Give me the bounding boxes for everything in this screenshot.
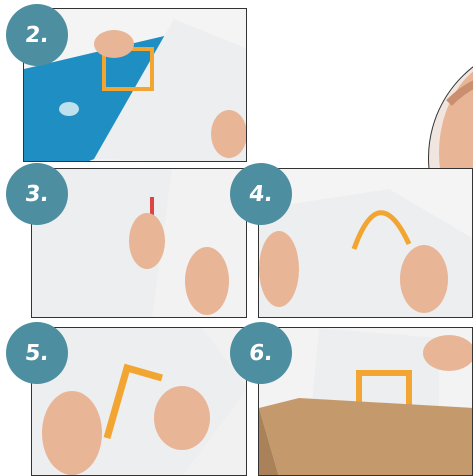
step-badge-2: 2.	[6, 4, 68, 66]
step-badge-3: 3.	[6, 163, 68, 225]
step-badge-6: 6.	[230, 322, 292, 384]
step-badge-5: 5.	[6, 322, 68, 384]
step-badge-4: 4.	[230, 163, 292, 225]
